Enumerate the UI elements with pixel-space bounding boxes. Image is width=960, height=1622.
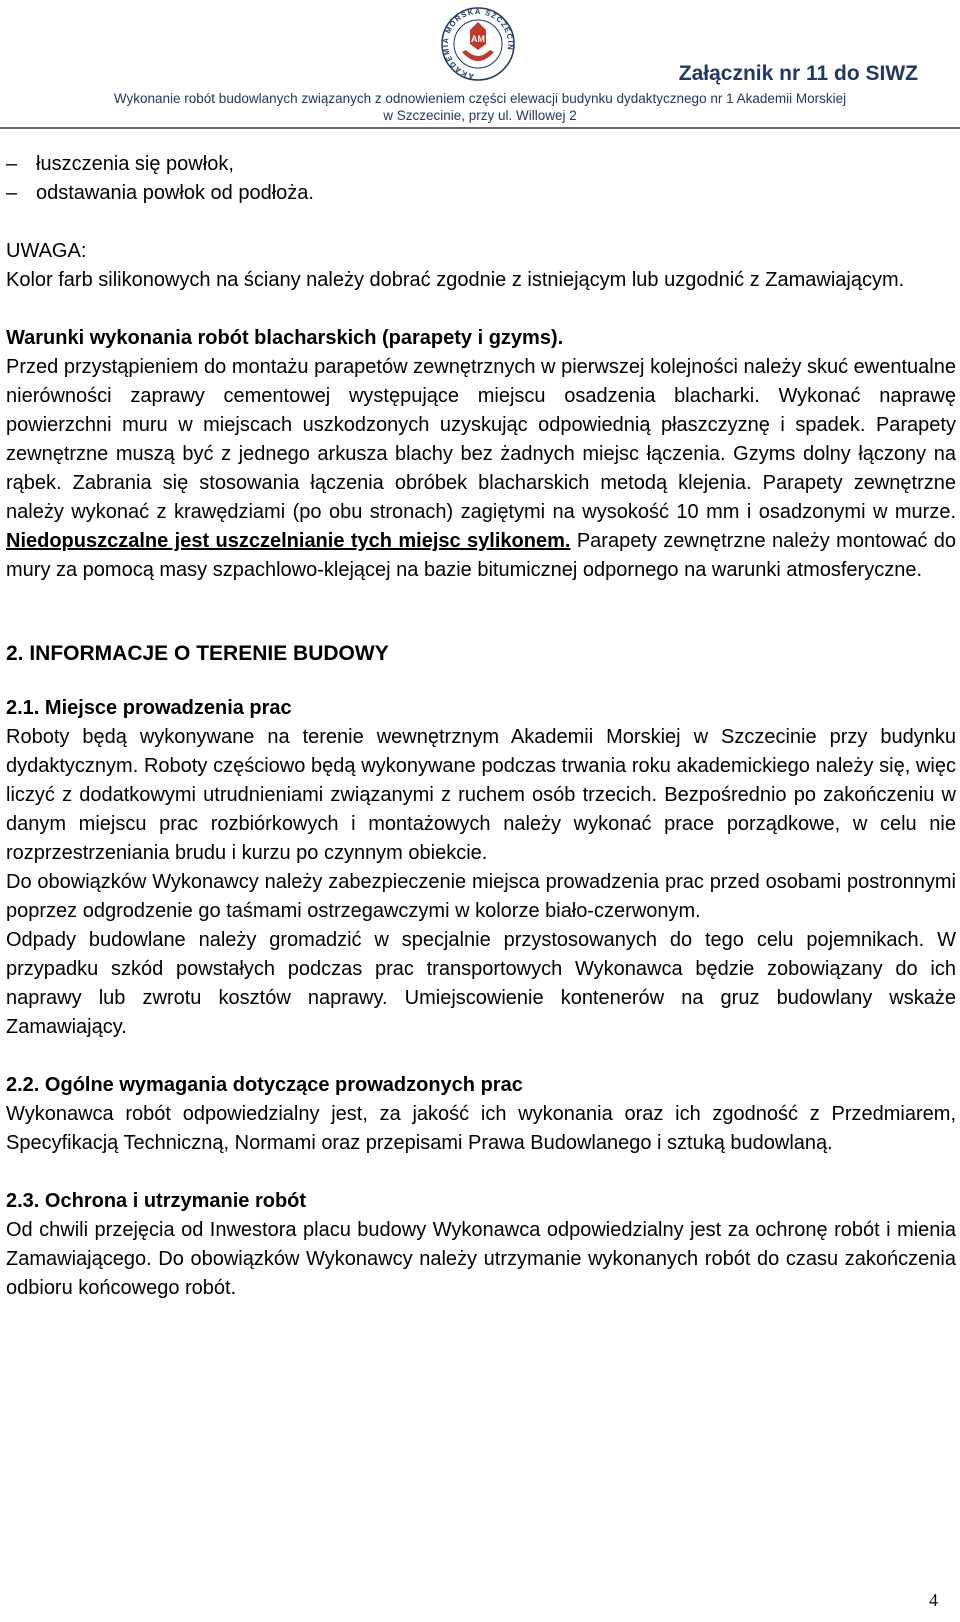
- list-item: – odstawania powłok od podłoża.: [6, 179, 956, 208]
- attachment-label: Załącznik nr 11 do SIWZ: [678, 62, 918, 85]
- section-heading-2: 2. INFORMACJE O TERENIE BUDOWY: [6, 642, 389, 665]
- paragraph: Odpady budowlane należy gromadzić w specjalnie przystosowanych do tego celu pojemnikach. W przypadku szkód powstałych podczas prac transportowych Wykonawca będzie zobowiązany do ich naprawy lub zwrotu kosztów naprawy. Umiejscowienie kontenerów na gruz budowlany wskaże Zamawiający.: [6, 929, 956, 1038]
- document-body: [6, 150, 956, 1303]
- paragraph-sheet-metal: [6, 353, 956, 585]
- paragraph: Wykonawca robót odpowiedzialny jest, za jakość ich wykonania oraz ich zgodność z Przedmiarem, Specyfikacją Techniczną, Normami oraz przepisami Prawa Budowlanego i sztuką budowlaną.: [6, 1103, 956, 1154]
- paragraph: Od chwili przejęcia od Inwestora placu budowy Wykonawca odpowiedzialny jest za ochronę robót i mienia Zamawiającego. Do obowiązków Wykonawcy należy utrzymanie wykonanych robót do czasu zakończenia odbioru końcowego robót.: [6, 1219, 956, 1299]
- seal-monogram: AM: [471, 34, 485, 44]
- subsection-heading-2-1: 2.1. Miejsce prowadzenia prac: [6, 697, 292, 719]
- paragraph: Roboty będą wykonywane na terenie wewnętrznym Akademii Morskiej w Szczecinie przy budynku dydaktycznym. Roboty częściowo będą wykonywane podczas trwania roku akademickiego należy się, więc liczyć z dodatkowymi utrudnieniami związanymi z ruchem osób trzecich. Bezpośrednio po zakończeniu w danym miejscu prac rozbiórkowych i montażowych należy wykonać prace porządkowe, w celu nie rozprzestrzeniania brudu i kurzu po czynnym obiekcie.: [6, 726, 956, 864]
- university-seal-icon: [440, 0, 516, 88]
- emphasis-text: Niedopuszczalne jest uszczelnianie tych miejsc sylikonem.: [6, 530, 571, 552]
- paragraph-text: Parapety zewnętrzne należy montować do mury za pomocą masy szpachlowo-klejącej na bazie bitumicznej odpornego na warunki atmosferyczne.: [6, 530, 956, 581]
- subsection-heading-2-2: 2.2. Ogólne wymagania dotyczące prowadzonych prac: [6, 1074, 523, 1096]
- list-item: – łuszczenia się powłok,: [6, 150, 956, 179]
- header-project-line1: Wykonanie robót budowlanych związanych z odnowieniem części elewacji budynku dydaktycznego nr 1 Akademii Morskiej: [113, 91, 847, 106]
- page-number: 4: [929, 1590, 938, 1610]
- paragraph: Do obowiązków Wykonawcy należy zabezpieczenie miejsca prowadzenia prac przed osobami postronnymi poprzez odgrodzenie go taśmami ostrzegawczymi w kolorze biało-czerwonym.: [6, 871, 956, 922]
- note-label: UWAGA:: [6, 240, 87, 262]
- header-project-line2: w Szczecinie, przy ul. Willowej 2: [383, 108, 577, 123]
- header-divider: [0, 127, 960, 129]
- subsection-heading-2-3: 2.3. Ochrona i utrzymanie robót: [6, 1190, 307, 1212]
- paragraph-text: Przed przystąpieniem do montażu parapetów zewnętrznych w pierwszej kolejności należy skuć ewentualne nierówności zaprawy cementowej występujące miejscu osadzenia blacharki. Wykonać naprawę powierzchni muru w miejscach uszkodzonych uzyskując odpowiednią płaszczyznę i spadek. Parapety zewnętrzne muszą być z jednego arkusza blachy bez żadnych miejsc łączenia. Gzyms dolny łączony na rąbek. Zabrania się stosowania łączenia obróbek blacharskich metodą klejenia. Parapety zewnętrzne należy wykonać z krawędziami (po obu stronach) zagiętymi na wysokość 10 mm i osadzonymi w murze.: [6, 356, 956, 523]
- seal-ring-text: AKADEMIA MORSKA SZCZECIN: [440, 6, 516, 81]
- note-text: Kolor farb silikonowych na ściany należy dobrać zgodnie z istniejącym lub uzgodnić z Zamawiającym.: [6, 269, 905, 291]
- section-title-sheet-metal: Warunki wykonania robót blacharskich (parapety i gzyms).: [6, 327, 564, 349]
